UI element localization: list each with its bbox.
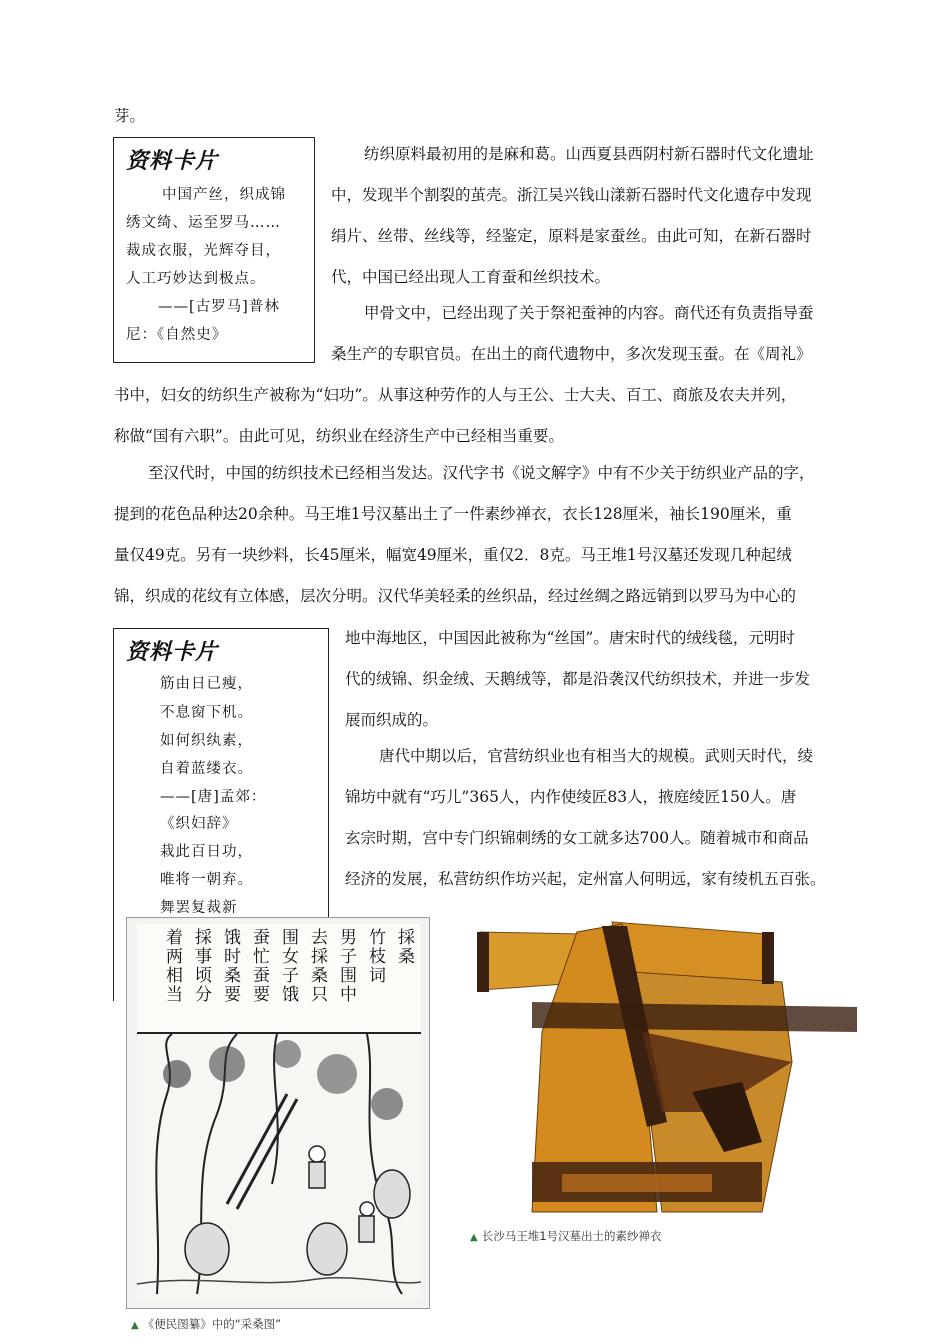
poem-column: 围女子饿 <box>278 928 298 1004</box>
poem-column: 採桑 <box>394 928 414 966</box>
poem-column: 蚕忙蚕要 <box>249 928 269 1004</box>
paragraph-line: 提到的花色品种达20余种。马王堆1号汉墓出土了一件素纱禅衣，衣长128厘米，袖长190厘米，重 <box>114 505 792 523</box>
paragraph-line: 中，发现半个割裂的茧壳。浙江吴兴钱山漾新石器时代文化遗存中发现 <box>331 186 812 204</box>
paragraph-line: 地中海地区，中国因此被称为“丝国”。唐宋时代的绒线毯，元明时 <box>345 629 795 647</box>
paragraph-line: 绢片、丝带、丝线等，经鉴定，原料是家蚕丝。由此可知，在新石器时 <box>331 227 812 245</box>
paragraph-line: 锦坊中就有“巧儿”365人，内作使绫匠83人，掖庭绫匠150人。唐 <box>345 788 797 806</box>
card-line: 唯将一朝弃。 <box>160 872 253 888</box>
card-line: 中国产丝，织成锦 <box>162 187 286 203</box>
card-line: ——[古罗马]普林 <box>158 299 280 315</box>
card-line: 栽此百日功， <box>160 844 253 860</box>
plain-gauze-robe-image <box>462 912 858 1222</box>
poem-column: 着两相当 <box>162 928 182 1004</box>
robe-photo <box>462 912 858 1222</box>
paragraph-line: 甲骨文中，已经出现了关于祭祀蚕神的内容。商代还有负责指导蚕 <box>364 304 814 322</box>
card-line: 人工巧妙达到极点。 <box>126 271 266 287</box>
poem-column: 男子围中 <box>336 928 356 1004</box>
woodcut-illustration <box>126 917 430 1331</box>
paragraph-line: 代，中国已经出现人工育蚕和丝织技术。 <box>331 268 611 286</box>
triangle-marker-icon: ▲ <box>131 1320 139 1331</box>
card-line: 绣文绮、运至罗马…… <box>126 215 281 231</box>
poem-column: 饿时桑要 <box>220 928 240 1004</box>
paragraph-line: 量仅49克。另有一块纱料，长45厘米，幅宽49厘米，重仅2．8克。马王堆1号汉墓还发现几种起绒 <box>114 546 792 564</box>
card-line: 自着蓝缕衣。 <box>160 761 253 777</box>
card-line: 裁成衣服，光辉夺目， <box>126 243 281 259</box>
card-line: 《织妇辞》 <box>160 816 238 832</box>
paragraph-line: 唐代中期以后，官营纺织业也有相当大的规模。武则天时代，绫 <box>379 747 814 765</box>
paragraph-line: 锦，织成的花纹有立体感，层次分明。汉代华美轻柔的丝织品，经过丝绸之路远销到以罗马为中心的 <box>114 587 797 605</box>
paragraph-line: 玄宗时期，宫中专门织锦刺绣的女工就多达700人。随着城市和商品 <box>345 829 809 847</box>
card-line: 不息窗下机。 <box>160 705 253 721</box>
paragraph-line: 称做“国有六职”。由此可见，纺织业在经济生产中已经相当重要。 <box>114 427 564 445</box>
paragraph-line: 经济的发展，私营纺织作坊兴起，定州富人何明远，家有绫机五百张。 <box>345 870 826 888</box>
text-fragment: 芽。 <box>114 107 146 125</box>
card-title: 资料卡片 <box>126 635 218 666</box>
poem-column: 去採桑只 <box>307 928 327 1004</box>
info-card-1 <box>113 137 315 363</box>
poem-column: 採事顷分 <box>191 928 211 1004</box>
caption-text: 长沙马王堆1号汉墓出土的素纱禅衣 <box>481 1229 662 1243</box>
triangle-marker-icon: ▲ <box>470 1232 478 1243</box>
caption-text: 《便民图纂》中的“采桑图” <box>142 1317 282 1331</box>
card-line: 筋由日已瘦， <box>160 676 253 692</box>
poem-column: 竹枝词 <box>365 928 385 985</box>
paragraph-line: 展而织成的。 <box>345 711 439 729</box>
card-line: ——[唐]孟郊： <box>160 789 267 805</box>
card-line: 舞罢复裁新 <box>160 900 238 916</box>
poem-panel <box>137 924 421 1034</box>
card-line: 尼：《自然史》 <box>126 327 228 343</box>
card-title: 资料卡片 <box>126 144 218 175</box>
paragraph-line: 代的绒锦、织金绒、天鹅绒等，都是沿袭汉代纺织技术，并进一步发 <box>345 670 811 688</box>
paragraph-line: 桑生产的专职官员。在出土的商代遗物中，多次发现玉蚕。在《周礼》 <box>331 345 812 363</box>
paragraph-line: 至汉代时，中国的纺织技术已经相当发达。汉代字书《说文解字》中有不少关于纺织业产品的字， <box>148 464 815 482</box>
mulberry-picking-scene <box>137 1034 421 1300</box>
card-line: 如何织纨素， <box>160 733 253 749</box>
paragraph-line: 书中，妇女的纺织生产被称为“妇功”。从事这种劳作的人与王公、士大夫、百工、商旅及农夫并列， <box>114 386 797 404</box>
robe-caption <box>470 1228 662 1244</box>
woodcut-caption <box>131 1316 281 1332</box>
paragraph-line: 纺织原料最初用的是麻和葛。山西夏县西阴村新石器时代文化遗址 <box>364 145 814 163</box>
